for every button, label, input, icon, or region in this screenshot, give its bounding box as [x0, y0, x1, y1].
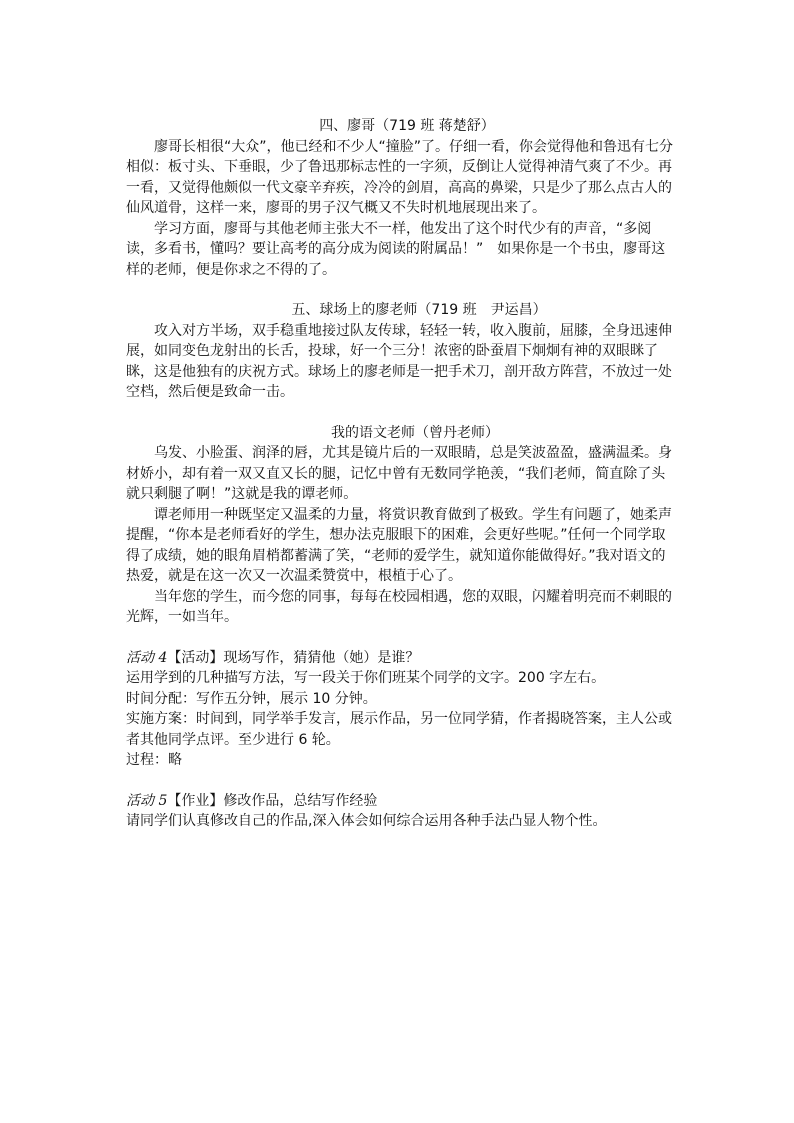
paragraph: 谭老师用一种既坚定又温柔的力量，将赏识教育做到了极致。学生有问题了，她柔声提醒，“你本是老师看好的学生，想办法克服眼下的困难，会更好些呢。”任何一个同学取得了成绩，她的眼角眉梢都蓄满了笑，“老师的爱学生，就知道你能做得好。”我对语文的热爱，就是在这一次又一次温柔赞赏中，根植于心了。 [126, 506, 672, 584]
activity-5-line: 请同学们认真修改自己的作品,深入体会如何综合运用各种手法凸显人物个性。 [126, 813, 607, 829]
activity-4-title: 【活动】现场写作，猜猜他（她）是谁？ [167, 649, 420, 666]
paragraph: 廖哥长相很“大众”，他已经和不少人“撞脸”了。仔细一看，你会觉得他和鲁迅有七分相似：板寸头、下垂眼，少了鲁迅那标志性的一字须，反倒让人觉得神清气爽了不少。再一看，又觉得他颇似一代文豪辛弃疾，冷冷的剑眉，高高的鼻梁，只是少了那么点古人的仙风道骨，这样一来，廖哥的男子汉气概又不失时机地展现出来了。 [126, 138, 674, 216]
activity-5-title: 【作业】修改作品，总结写作经验 [167, 792, 378, 809]
paragraph: 乌发、小脸蛋、润泽的唇，尤其是镜片后的一双眼睛，总是笑波盈盈，盛满温柔。身材娇小，却有着一双又直又长的腿，记忆中曾有无数同学艳羡，“我们老师，简直除了头就只剩腿了啊！”这就是我的谭老师。 [126, 445, 672, 502]
spacer [126, 771, 674, 791]
activity-4-line: 运用学到的几种描写方法，写一段关于你们班某个同学的文字。200 字左右。 [126, 670, 606, 686]
section-title-liao-ge: 四、廖哥（719 班 蒋楚舒） [319, 118, 495, 134]
activity-5-heading [126, 791, 674, 812]
spacer [126, 628, 674, 648]
activity-5-label: 活动 5 [126, 792, 168, 809]
paragraph: 攻入对方半场，双手稳重地接过队友传球，轻轻一转，收入腹前，屈膝，全身迅速伸展，如同变色龙射出的长舌，投球，好一个三分！浓密的卧蚕眉下炯炯有神的双眼眯了眯，这是他独有的庆祝方式。球场上的廖老师是一把手术刀，剖开敌方阵营，不放过一处空档，然后便是致命一击。 [126, 322, 672, 400]
activity-4-line: 过程：略 [126, 752, 182, 768]
activity-4-line: 实施方案：时间到，同学举手发言，展示作品，另一位同学猜，作者揭晓答案，主人公或者其他同学点评。至少进行 6 轮。 [126, 711, 672, 748]
document-content [126, 116, 674, 832]
paragraph: 学习方面，廖哥与其他老师主张大不一样，他发出了这个时代少有的声音，“多阅读，多看书，懂吗？要让高考的高分成为阅读的附属品！” 如果你是一个书虫，廖哥这样的老师，便是你求之不得的了。 [126, 220, 666, 278]
spacer [126, 280, 674, 300]
section-title-court-teacher: 五、球场上的廖老师（719 班 尹运昌） [291, 302, 547, 318]
paragraph: 当年您的学生，而今您的同事，每每在校园相遇，您的双眼，闪耀着明亮而不刺眼的光辉，一如当年。 [126, 588, 672, 625]
activity-4-heading [126, 648, 674, 669]
activity-4-line: 时间分配：写作五分钟，展示 10 分钟。 [126, 690, 377, 707]
activity-4-label: 活动 4 [126, 649, 168, 666]
spacer [126, 403, 674, 423]
section-title-my-teacher: 我的语文老师（曾丹老师） [331, 424, 499, 441]
